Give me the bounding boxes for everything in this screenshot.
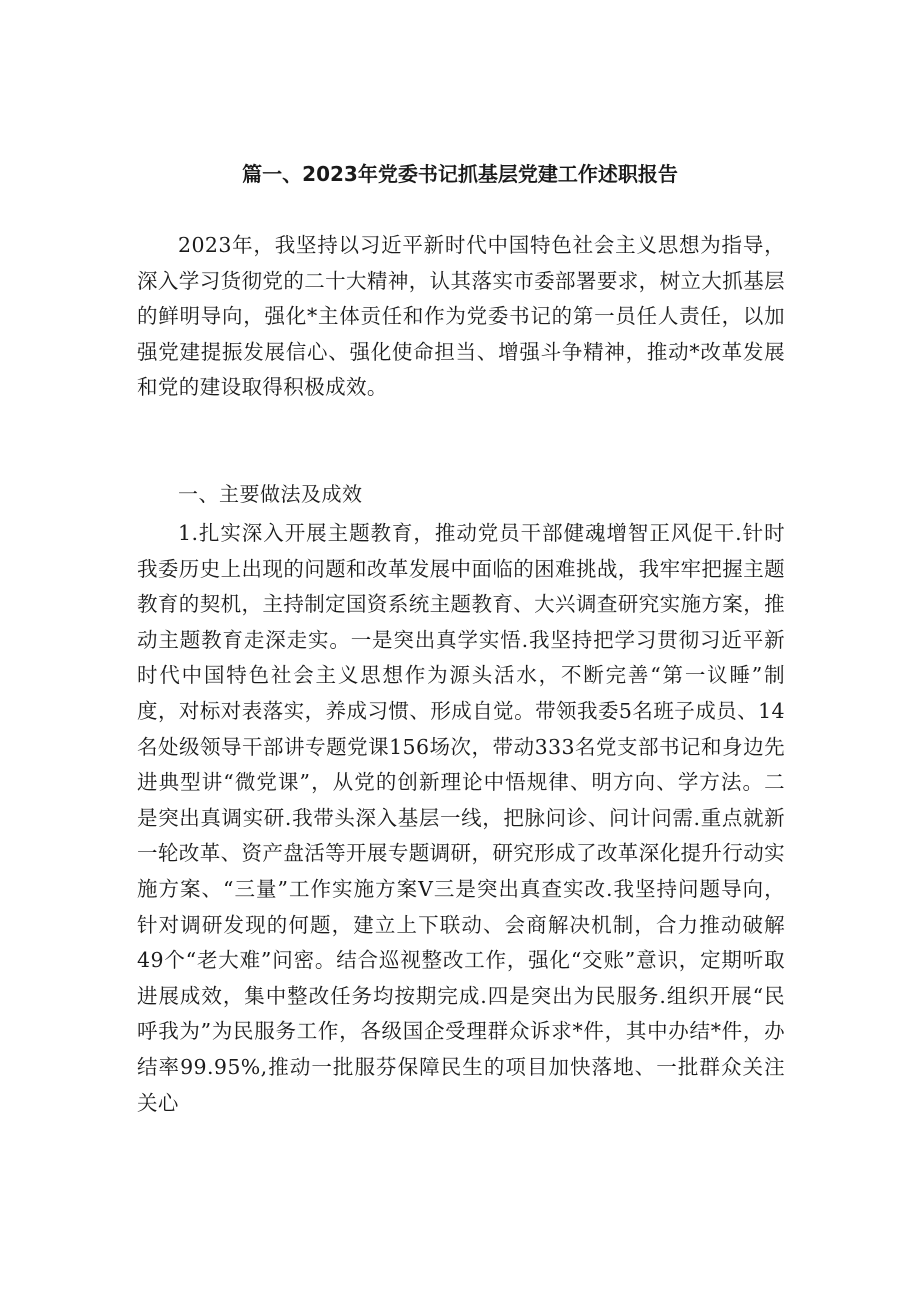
section-paragraph: 1.扎实深入开展主题教育，推动党员干部健魂增智正风促干.针时我委历史上出现的问题和改革发展中面临的困难挑战，我牢牢把握主题教育的契机，主持制定国资系统主题教育、大兴调查研究实施方案，推动主题教育走深走实。一是突出真学实悟.我坚持把学习贯彻习近平新时代中国特色社会主义思想作为源头活水，不断完善“第一议睡”制度，对标对表落实，养成习惯、形成自觉。带领我委5名班子成员、14名处级领导干部讲专题党课156场次，带动333名党支部书记和身边先进典型讲“微党课”，从党的创新理论中悟规律、明方向、学方法。二是突出真调实研.我带头深入基层一线，把脉问诊、问计问需.重点就新一轮改革、资产盘活等开展专题调研，研究形成了改革深化提升行动实施方案、“三量”工作实施方案V三是突出真查实改.我坚持问题导向，针对调研发现的何题，建立上下联动、会商解决机制，合力推动破解49个“老大难”问密。结合巡视整改工作，强化“交账”意识，定期听取进展成效，集中整改任务均按期完成.四是突出为民服务.组织开展“民呼我为”为民服务工作，各级国企受理群众诉求*件，其中办结*件，办结率99.95%,推动一批服芬保障民生的项目加快落地、一批群众关注关心 bbox=[137, 521, 785, 1115]
document-title: 篇一、2023年党委书记抓基层党建工作述职报告 bbox=[242, 162, 678, 186]
intro-paragraph: 2023年，我坚持以习近平新时代中国特色社会主义思想为指导，深入学习货彻党的二十大精神，认其落实市委部署要求，树立大抓基层的鲜明导向，强化*主体贡任和作为党委书记的第一员任人责任，以加强党建提振发展信心、强化使命担当、增强斗争精神，推动*改革发展和党的建设取得积极成效。 bbox=[137, 233, 785, 400]
section-heading: 一、主要做法及成效 bbox=[178, 482, 363, 506]
